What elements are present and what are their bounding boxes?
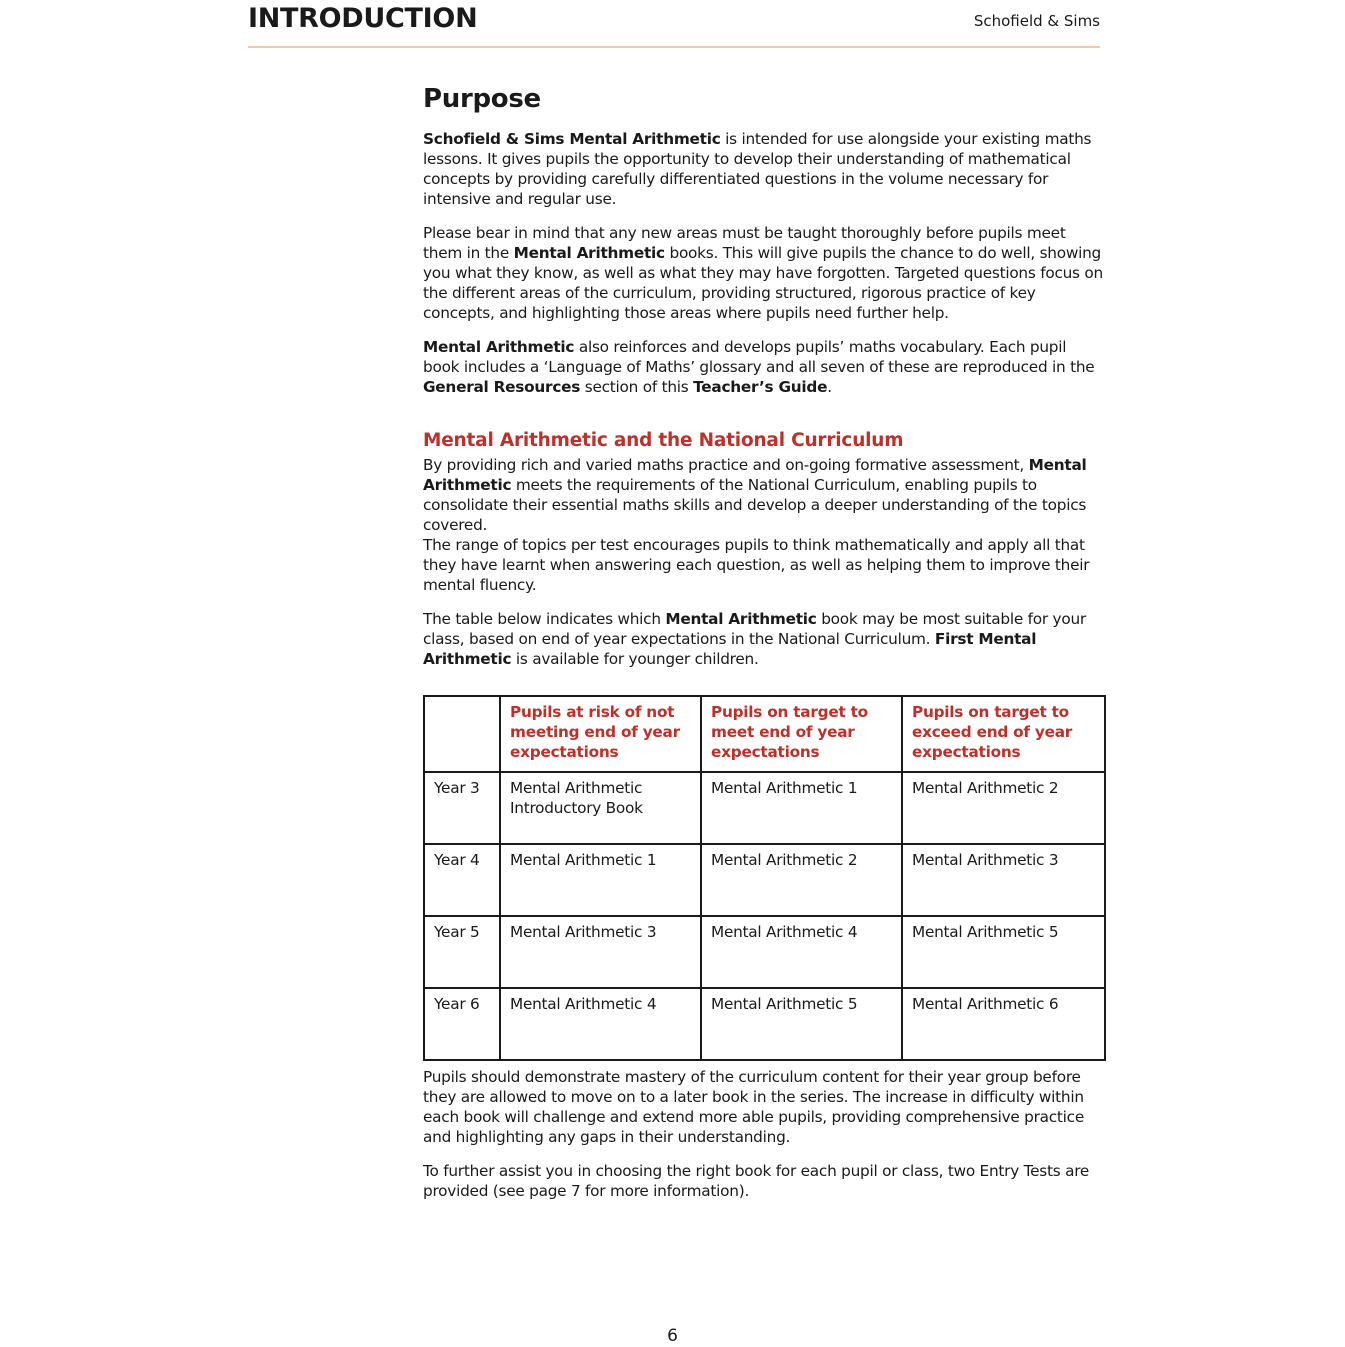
closing-paragraph-2: To further assist you in choosing the right book for each pupil or class, two Entry Tests are provided (see page 7 for more information). <box>423 1162 1090 1200</box>
table-cell: Mental Arithmetic 3 <box>500 916 701 988</box>
text: . <box>827 378 832 396</box>
text: books. This will give pupils the chance to do well, showing you what they know, as well as what they may have forgotten. Targeted questions focus on the different areas of the curriculum, providing structured, rigorous practice of key concepts, and highlighting those areas where pupils need further help. <box>423 244 1103 322</box>
table-header-cell: Pupils on target to exceed end of year expectations <box>902 696 1105 772</box>
table-cell: Mental Arithmetic 6 <box>902 988 1105 1060</box>
text: is intended for use alongside your existing maths lessons. It gives pupils the opportunity to develop their understanding of mathematical concepts by providing carefully differentiated questions in the volume necessary for intensive and regular use. <box>423 130 1092 208</box>
table-cell: Mental Arithmetic 4 <box>701 916 902 988</box>
purpose-paragraph-3 <box>423 337 1103 397</box>
table-cell: Mental Arithmetic 4 <box>500 988 701 1060</box>
table-cell: Mental Arithmetic 5 <box>902 916 1105 988</box>
bold-text: General Resources <box>423 378 581 396</box>
text: section of this <box>580 378 694 396</box>
table-row <box>424 844 1105 916</box>
closing-paragraph-1: Pupils should demonstrate mastery of the curriculum content for their year group before they are allowed to move on to a later book in the series. The increase in difficulty within each book will challenge and extend more able pupils, providing comprehensive practice and highlighting any gaps in their understanding. <box>423 1068 1085 1146</box>
table-row <box>424 988 1105 1060</box>
book-suitability-table <box>423 695 1106 1061</box>
table-cell: Mental Arithmetic 2 <box>902 772 1105 844</box>
table-row <box>424 772 1105 844</box>
main-content <box>423 82 1103 1061</box>
text: also reinforces and develops pupils’ maths vocabulary. Each pupil book includes a ‘Language of Maths’ glossary and all seven of these are reproduced in the <box>423 338 1095 376</box>
closing-text <box>423 1067 1103 1215</box>
year-cell: Year 5 <box>424 916 500 988</box>
curriculum-paragraph-3 <box>423 609 1103 669</box>
table-cell: Mental Arithmetic 2 <box>701 844 902 916</box>
section-title: INTRODUCTION <box>248 3 478 34</box>
bold-text: Mental Arithmetic <box>513 244 665 262</box>
text: By providing rich and varied maths practice and on-going formative assessment, <box>423 456 1029 474</box>
table-header-cell: Pupils at risk of not meeting end of year expectations <box>500 696 701 772</box>
page-header <box>248 0 1100 48</box>
table-header-cell <box>424 696 500 772</box>
publisher-name: Schofield & Sims <box>973 12 1100 30</box>
purpose-paragraph-1 <box>423 129 1103 209</box>
table-header-cell: Pupils on target to meet end of year expectations <box>701 696 902 772</box>
text: book may be most suitable for your class, based on end of year expectations in the National Curriculum. <box>423 610 1086 648</box>
page-number: 6 <box>667 1326 678 1346</box>
bold-text: Mental Arithmetic <box>423 338 575 356</box>
purpose-heading: Purpose <box>423 84 541 114</box>
curriculum-paragraph-1 <box>423 455 1103 535</box>
purpose-paragraph-2 <box>423 223 1103 323</box>
text: meets the requirements of the National Curriculum, enabling pupils to consolidate their essential maths skills and develop a deeper understanding of the topics covered. <box>423 476 1087 534</box>
bold-text: Schofield & Sims Mental Arithmetic <box>423 130 721 148</box>
table-cell: Mental Arithmetic 5 <box>701 988 902 1060</box>
text: The table below indicates which <box>423 610 666 628</box>
year-cell: Year 4 <box>424 844 500 916</box>
text: Please bear in mind that any new areas must be taught thoroughly before pupils meet them in the <box>423 224 1066 262</box>
curriculum-paragraph-2: The range of topics per test encourages pupils to think mathematically and apply all that they have learnt when answering each question, as well as helping them to improve their mental fluency. <box>423 536 1090 594</box>
bold-text: Mental Arithmetic <box>665 610 817 628</box>
text: is available for younger children. <box>511 650 759 668</box>
curriculum-heading: Mental Arithmetic and the National Curriculum <box>423 430 904 451</box>
table-cell: Mental Arithmetic Introductory Book <box>500 772 701 844</box>
table-row <box>424 916 1105 988</box>
year-cell: Year 3 <box>424 772 500 844</box>
bold-text: Mental Arithmetic <box>423 456 1087 494</box>
bold-text: First Mental Arithmetic <box>423 630 1037 668</box>
table-cell: Mental Arithmetic 1 <box>701 772 902 844</box>
table-header-row <box>424 696 1105 772</box>
bold-text: Teacher’s Guide <box>693 378 828 396</box>
year-cell: Year 6 <box>424 988 500 1060</box>
table-cell: Mental Arithmetic 3 <box>902 844 1105 916</box>
table-cell: Mental Arithmetic 1 <box>500 844 701 916</box>
